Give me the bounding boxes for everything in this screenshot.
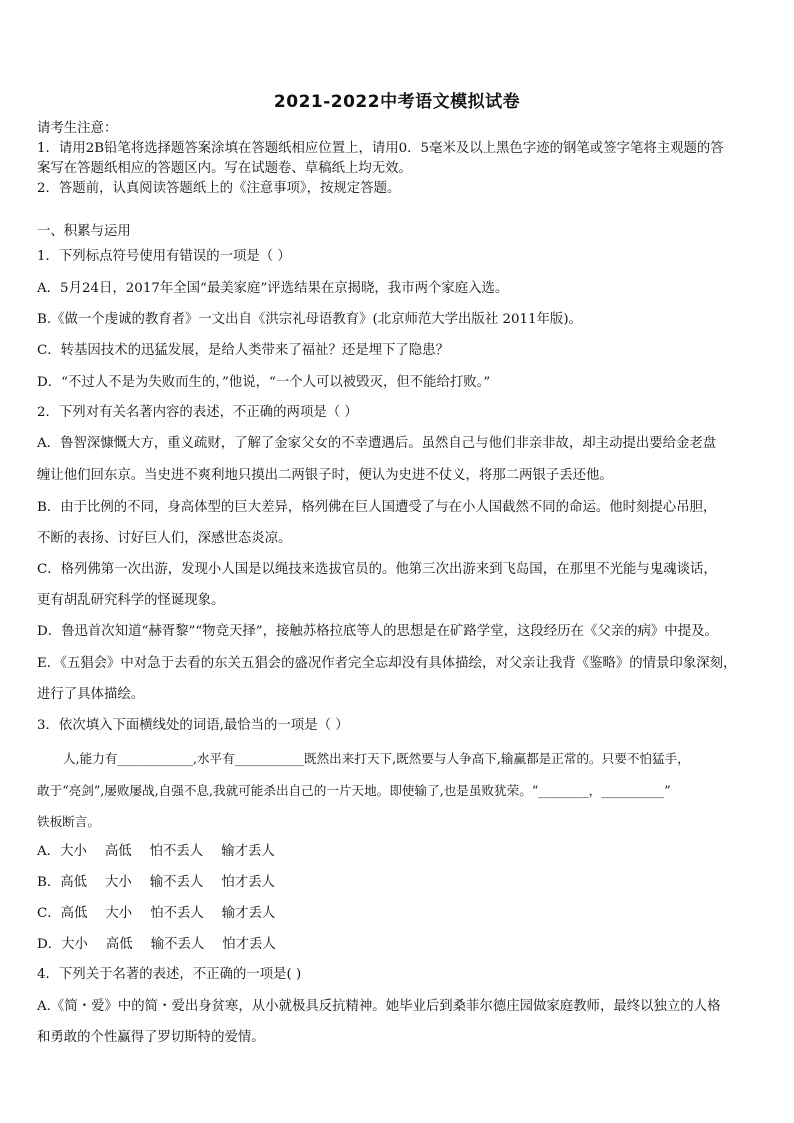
option-line: 不断的表扬、讨好巨人们，深感世态炎凉。 xyxy=(37,531,292,546)
choice-word: 输不丢人 xyxy=(149,875,204,890)
notice-line: 1．请用2B铅笔将选择题答案涂填在答题纸相应位置上，请用0．5毫米及以上黑色字迹的钢笔或签字笔将主观题的答 xyxy=(37,141,724,156)
question-stem: 3．依次填入下面横线处的词语,最恰当的一项是（ ） xyxy=(37,718,349,733)
notice-line: 2．答题前，认真阅读答题纸上的《注意事项》，按规定答题。 xyxy=(37,181,401,196)
choice-word: 高低 xyxy=(60,906,88,921)
choice-row xyxy=(37,906,275,922)
option-line: B.《做一个虔诚的教育者》一文出自《洪宗礼母语教育》(北京师范大学出版社 2011年版)。 xyxy=(37,312,582,327)
question-stem: 1．下列标点符号使用有错误的一项是（ ） xyxy=(37,249,291,264)
choice-word: 输才丢人 xyxy=(221,844,275,859)
option-line: D．“不过人不是为失败而生的，”他说，“一个人可以被毁灭，但不能给打败。” xyxy=(37,375,491,390)
option-line: E．《五猖会》中对急于去看的东关五猖会的盛况作者完全忘却没有具体描绘，对父亲让我背《鉴略》的情景印象深刻， xyxy=(37,656,737,671)
option-line: A．鲁智深慷慨大方，重义疏财，了解了金家父女的不幸遭遇后。虽然自己与他们非亲非故，却主动提出要给金老盘 xyxy=(37,436,717,451)
option-line: 更有胡乱研究科学的怪诞现象。 xyxy=(37,593,225,608)
choice-word: 高低 xyxy=(105,937,133,952)
option-line: 和勇敢的个性赢得了罗切斯特的爱情。 xyxy=(37,1030,265,1045)
passage-line: 人,能力有____________,水平有___________既然出来打天下,既然要与人争高下,输赢都是正常的。只要不怕猛手， xyxy=(63,751,690,766)
question-stem: 2．下列对有关名著内容的表述，不正确的两项是（ ） xyxy=(37,405,358,420)
choice-letter: D． xyxy=(37,937,62,952)
choice-word: 大小 xyxy=(105,875,132,890)
exam-title: 2021-2022中考语文模拟试卷 xyxy=(273,92,521,112)
option-line: C．格列佛第一次出游，发现小人国是以绳技来选拔官员的。他第三次出游来到飞岛国，在那里不光能与鬼魂谈话， xyxy=(37,562,717,577)
choice-word: 大小 xyxy=(60,844,87,859)
option-line: A．5月24日，2017年全国“最美家庭”评选结果在京揭晓，我市两个家庭入选。 xyxy=(37,281,509,296)
choice-word: 输不丢人 xyxy=(150,937,205,952)
choice-word: 怕才丢人 xyxy=(222,937,276,952)
option-line: B．由于比例的不同，身高体型的巨大差异，格列佛在巨人国遭受了与在小人国截然不同的命运。他时刻提心吊胆， xyxy=(37,500,717,515)
choice-word: 高低 xyxy=(104,844,132,859)
choice-word: 输才丢人 xyxy=(221,906,276,921)
choice-row xyxy=(37,937,276,953)
choice-letter: B． xyxy=(37,875,61,890)
question-stem: 4．下列关于名著的表述，不正确的一项是( ) xyxy=(37,967,302,982)
choice-row xyxy=(37,875,275,891)
passage-line: 铁板断言。 xyxy=(37,814,100,829)
choice-word: 怕不丢人 xyxy=(149,844,204,859)
choice-word: 大小 xyxy=(61,937,88,952)
option-line: A.《简・爱》中的简・爱出身贫寒，从小就极具反抗精神。她毕业后到桑菲尔德庄园做家庭教师，最终以独立的人格 xyxy=(37,999,721,1014)
choice-word: 怕不丢人 xyxy=(150,906,204,921)
option-line: C．转基因技术的迅猛发展，是给人类带来了福祉？还是埋下了隐患？ xyxy=(37,343,449,358)
choice-word: 怕才丢人 xyxy=(221,875,275,890)
choice-word: 大小 xyxy=(105,906,133,921)
option-line: D．鲁迅首次知道“赫胥黎”“物竞天择”，接触苏格拉底等人的思想是在矿路学堂，这段经历在《父亲的病》中提及。 xyxy=(37,624,718,639)
choice-word: 高低 xyxy=(60,875,88,890)
choice-row xyxy=(37,844,275,860)
passage-line: 敢于“亮剑”,屡败屡战,自强不息,我就可能杀出自己的一片天地。即使输了,也是虽败犹荣。“________，__________” xyxy=(37,783,671,798)
choice-letter: A． xyxy=(37,844,61,859)
notice-heading: 请考生注意： xyxy=(37,121,118,136)
section-heading: 一、积累与运用 xyxy=(37,224,131,239)
notice-line: 案写在答题纸相应的答题区内。写在试题卷、草稿纸上均无效。 xyxy=(37,161,412,176)
option-line: 缠让他们回东京。当史进不爽利地只摸出二两银子时，便认为史进不仗义，将那二两银子丢还他。 xyxy=(37,468,613,483)
option-line: 进行了具体描绘。 xyxy=(37,687,145,702)
choice-letter: C． xyxy=(37,906,61,921)
